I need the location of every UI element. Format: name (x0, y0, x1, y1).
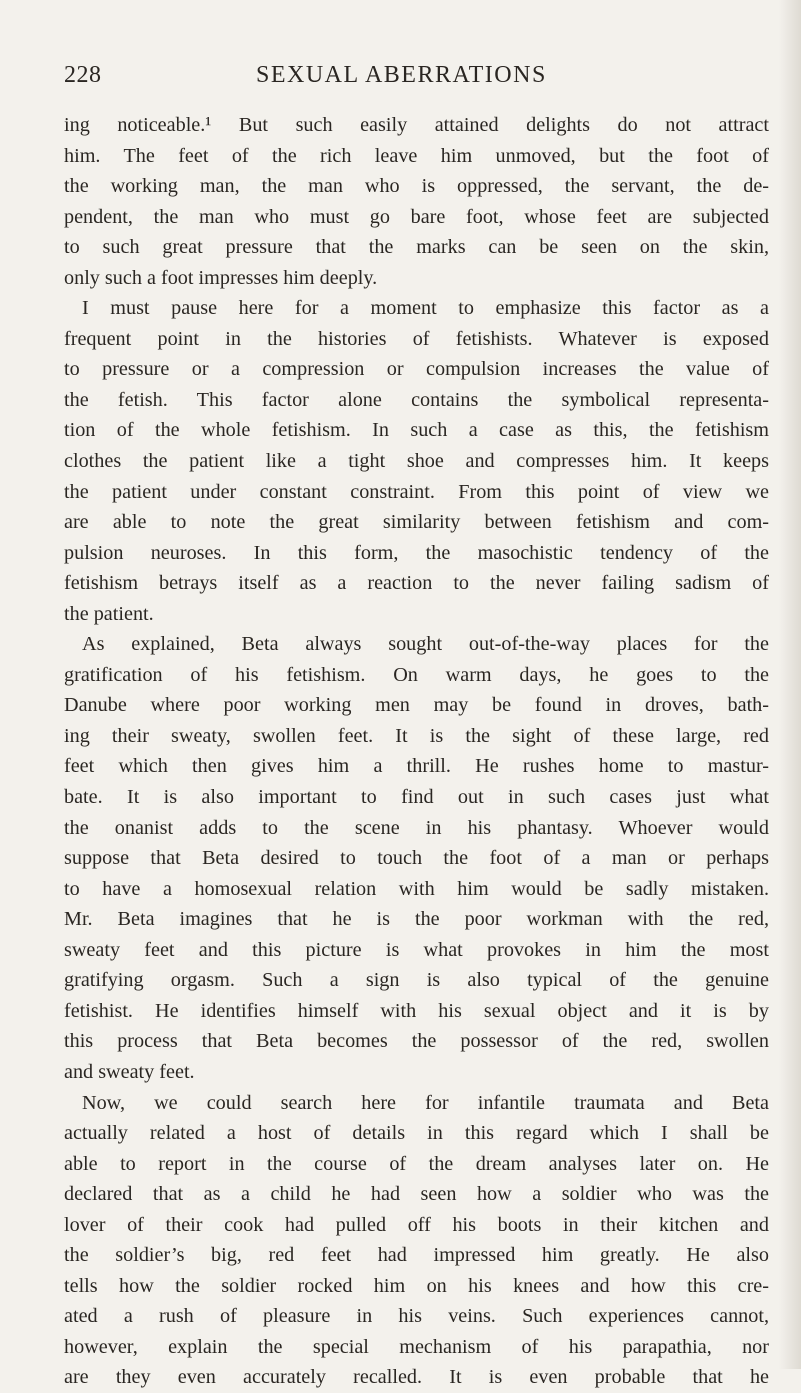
text-line: ated a rush of pleasure in his veins. Such experiences cannot, (64, 1305, 769, 1328)
text-line: able to report in the course of the dream analyses later on. He (64, 1152, 769, 1175)
text-line: Now, we could search here for infantile traumata and Beta (82, 1091, 769, 1114)
text-line: to such great pressure that the marks can be seen on the skin, (64, 236, 769, 259)
page-edge-shadow (779, 0, 801, 1369)
text-line: frequent point in the histories of fetishists. Whatever is exposed (64, 327, 769, 350)
text-line: clothes the patient like a tight shoe and compresses him. It keeps (64, 450, 769, 473)
text-line: actually related a host of details in this regard which I shall be (64, 1122, 769, 1145)
body-text (64, 110, 769, 1393)
text-line: gratifying orgasm. Such a sign is also typical of the genuine (64, 969, 769, 992)
text-line: fetishist. He identifies himself with his sexual object and it is by (64, 999, 769, 1022)
text-line: ing noticeable.¹ But such easily attained delights do not attract (64, 114, 769, 136)
text-line: ing their sweaty, swollen feet. It is the sight of these large, red (64, 724, 769, 747)
text-line: the onanist adds to the scene in his phantasy. Whoever would (64, 816, 769, 839)
text-line: however, explain the special mechanism of his parapathia, nor (64, 1335, 769, 1358)
text-line: Mr. Beta imagines that he is the poor workman with the red, (64, 908, 769, 931)
text-line: pendent, the man who must go bare foot, whose feet are subjected (64, 205, 769, 228)
text-line: sweaty feet and this picture is what provokes in him the most (64, 938, 769, 961)
text-line: are they even accurately recalled. It is even probable that he (64, 1366, 769, 1389)
text-line: this process that Beta becomes the possessor of the red, swollen (64, 1030, 769, 1053)
text-line: feet which then gives him a thrill. He rushes home to mastur- (64, 755, 769, 778)
text-line: the fetish. This factor alone contains the symbolical representa- (64, 388, 769, 411)
page-header (64, 62, 764, 96)
page-number: 228 (64, 62, 102, 88)
text-line: to pressure or a compression or compulsion increases the value of (64, 358, 769, 381)
running-title: SEXUAL ABERRATIONS (256, 62, 547, 88)
text-line: bate. It is also important to find out in such cases just what (64, 786, 769, 809)
text-line: the soldier’s big, red feet had impressed him greatly. He also (64, 1244, 769, 1267)
text-line: the patient. (64, 602, 154, 625)
text-line: As explained, Beta always sought out-of-the-way places for the (82, 633, 769, 656)
text-line: tells how the soldier rocked him on his knees and how this cre- (64, 1274, 769, 1297)
text-line: to have a homosexual relation with him would be sadly mistaken. (64, 877, 769, 900)
text-line: and sweaty feet. (64, 1060, 195, 1083)
text-line: are able to note the great similarity between fetishism and com- (64, 511, 769, 534)
text-line: gratification of his fetishism. On warm days, he goes to the (64, 663, 769, 686)
text-line: Danube where poor working men may be found in droves, bath- (64, 694, 769, 717)
text-line: him. The feet of the rich leave him unmoved, but the foot of (64, 144, 769, 167)
text-line: only such a foot impresses him deeply. (64, 266, 378, 289)
text-line: tion of the whole fetishism. In such a case as this, the fetishism (64, 419, 769, 442)
text-line: declared that as a child he had seen how a soldier who was the (64, 1183, 769, 1206)
text-line: the patient under constant constraint. From this point of view we (64, 480, 769, 503)
text-line: the working man, the man who is oppressed, the servant, the de- (64, 175, 769, 198)
text-line: I must pause here for a moment to emphasize this factor as a (82, 297, 769, 320)
text-line: fetishism betrays itself as a reaction to the never failing sadism of (64, 572, 769, 595)
text-line: suppose that Beta desired to touch the foot of a man or perhaps (64, 847, 769, 870)
text-line: pulsion neuroses. In this form, the masochistic tendency of the (64, 541, 769, 564)
text-line: lover of their cook had pulled off his boots in their kitchen and (64, 1213, 769, 1236)
